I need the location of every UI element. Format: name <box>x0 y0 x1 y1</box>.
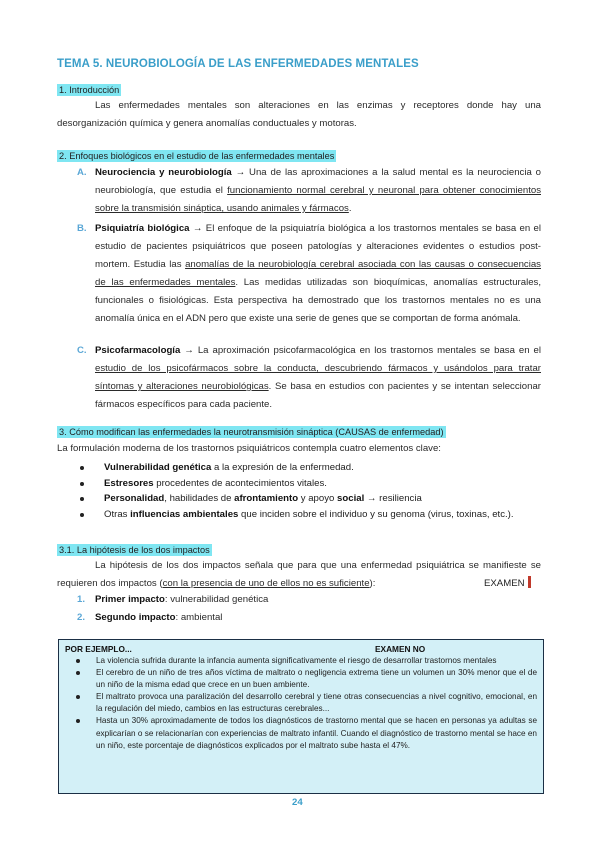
section-1-heading: 1. Introducción <box>59 85 120 95</box>
item-b-text: Psiquiatría biológica → El enfoque de la psiquiatría biológica a los trastornos mentales se basa en el estudio de pacientes psiquiátricos que poseen patologías y alteraciones evidentes o estudios post-mortem. Estudia las anomalías de la neurobiología cerebral asociada con las causas o consecuencias de las enfermedades mentales. Las medidas utilizadas son bioquímicas, anomalías estructurales, funcionales o fisiológicas. Esta perspectiva ha demostrado que los trastornos mentales no es una anomalía única en el ADN pero que existe una serie de genes que se comportan de forma anómala. <box>95 223 541 324</box>
list-item: Personalidad, habilidades de afrontamiento y apoyo social → resiliencia <box>80 491 540 507</box>
example-box <box>58 639 544 794</box>
impact-1-text: Primer impacto: vulnerabilidad genética <box>95 594 269 605</box>
list-item: Otras influencias ambientales que inciden sobre el individuo y su genoma (virus, toxinas, etc.). <box>80 507 540 523</box>
item-a-text: Neurociencia y neurobiología → Una de las aproximaciones a la salud mental es la neurociencia o neurobiología, que estudia el funcionamiento normal cerebral y neuronal para obtener conocimientos sobre la transmisión sináptica, usando animales y fármacos. <box>95 167 541 214</box>
impact-2-number: 2. <box>77 612 86 623</box>
list-item: La violencia sufrida durante la infancia aumenta significativamente el riesgo de desarrollar trastornos mentales <box>67 655 537 667</box>
list-item: Vulnerabilidad genética a la expresión de la enfermedad. <box>80 460 540 476</box>
list-item: El cerebro de un niño de tres años víctima de maltrato o negligencia extrema tiene un volumen un 30% menor que el de un niño de la misma edad que crece en un buen ambiente. <box>67 667 537 691</box>
section-3-intro: La formulación moderna de los trastornos psiquiátricos contempla cuatro elementos clave: <box>57 443 441 454</box>
list-item: Hasta un 30% aproximadamente de todos los diagnósticos de trastorno mental que se hacen en personas ya adultas se explicarían o se relacionarían con experiencias de maltrato infantil. Cuando el diagnóstico de trastorno mental se hace en un niño, este porcentaje de diagnósticos explicados por el maltrato sube hasta el 47%. <box>67 715 537 751</box>
impact-1-number: 1. <box>77 594 86 605</box>
list-item: Estresores procedentes de acontecimientos vitales. <box>80 476 540 492</box>
exam-tag: EXAMEN <box>484 575 531 593</box>
page-number: 24 <box>292 797 303 808</box>
section-3-heading: 3. Cómo modifican las enfermedades la neurotransmisión sináptica (CAUSAS de enfermedad) <box>59 427 444 437</box>
list-item: El maltrato provoca una paralización del desarrollo cerebral y tiene otras consecuencias a nivel cognitivo, emocional, en la regulación del miedo, cambios en las estructuras cerebrales... <box>67 691 537 715</box>
example-box-label: POR EJEMPLO... <box>65 644 132 654</box>
item-b-letter: B. <box>77 223 87 234</box>
key-elements-list <box>80 460 540 522</box>
item-a-letter: A. <box>77 167 87 178</box>
example-box-exam-note: EXAMEN NO <box>375 644 426 654</box>
section-3-1-heading: 3.1. La hipótesis de los dos impactos <box>59 545 210 555</box>
item-c-letter: C. <box>77 345 87 356</box>
section-1-text: Las enfermedades mentales son alteraciones en las enzimas y receptores donde hay una desorganización química y genera anomalías conductuales y motoras. <box>57 100 541 129</box>
item-c-text: Psicofarmacología → La aproximación psicofarmacológica en los trastornos mentales se basa en el estudio de los psicofármacos sobre la conducta, descubriendo fármacos y usándolos para tratar síntomas y alteraciones neurobiológicas. Se basa en estudios con pacientes y se intentan seleccionar fármacos específicos para cada paciente. <box>95 345 541 410</box>
example-list <box>67 655 537 752</box>
impact-2-text: Segundo impacto: ambiental <box>95 612 223 623</box>
section-3-1-text: La hipótesis de los dos impactos señala que para que una enfermedad psiquiátrica se manifieste se requieren dos impactos (con la presencia de uno de ellos no es suficiente): <box>57 560 541 589</box>
page-title: TEMA 5. NEUROBIOLOGÍA DE LAS ENFERMEDADES MENTALES <box>57 58 419 70</box>
exclamation-mark-icon <box>528 576 531 588</box>
section-2-heading: 2. Enfoques biológicos en el estudio de las enfermedades mentales <box>59 151 335 161</box>
